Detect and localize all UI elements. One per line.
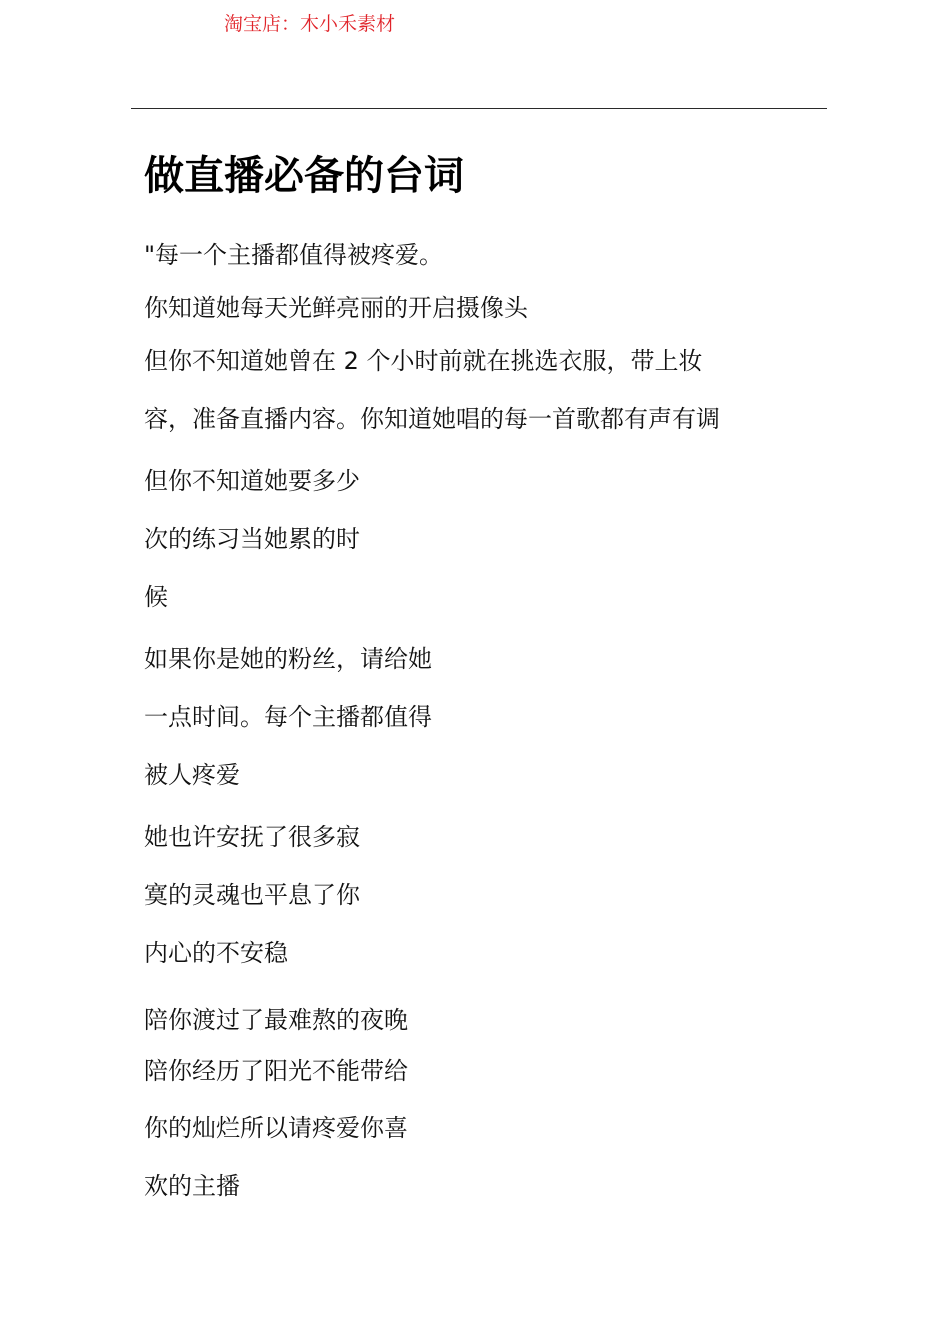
body-line-2: 你知道她每天光鲜亮丽的开启摄像头 xyxy=(144,294,528,322)
body-line-9: 一点时间。每个主播都值得 xyxy=(144,703,432,731)
body-line-4: 容，准备直播内容。你知道她唱的每一首歌都有声有调 xyxy=(144,405,720,433)
body-line-6: 次的练习当她累的时 xyxy=(144,525,360,553)
body-line-11: 她也许安抚了很多寂 xyxy=(144,823,360,851)
body-line-5: 但你不知道她要多少 xyxy=(144,467,360,495)
body-line-14: 陪你渡过了最难熬的夜晚 xyxy=(144,1006,408,1034)
body-line-16: 你的灿烂所以请疼爱你喜 xyxy=(144,1114,408,1142)
body-line-7: 候 xyxy=(144,583,168,611)
body-line-12: 寞的灵魂也平息了你 xyxy=(144,881,360,909)
body-line-15: 陪你经历了阳光不能带给 xyxy=(144,1057,408,1085)
body-line-10: 被人疼爱 xyxy=(144,761,240,789)
body-line-3: 但你不知道她曾在 2 个小时前就在挑选衣服，带上妆 xyxy=(144,347,703,375)
body-line-8: 如果你是她的粉丝，请给她 xyxy=(144,645,432,673)
body-line-17: 欢的主播 xyxy=(144,1172,240,1200)
body-line-1: "每一个主播都值得被疼爱。 xyxy=(144,241,444,269)
shop-header: 淘宝店：木小禾素材 xyxy=(224,13,396,35)
body-line-13: 内心的不安稳 xyxy=(144,939,288,967)
document-title: 做直播必备的台词 xyxy=(144,153,464,199)
header-divider xyxy=(131,108,827,109)
